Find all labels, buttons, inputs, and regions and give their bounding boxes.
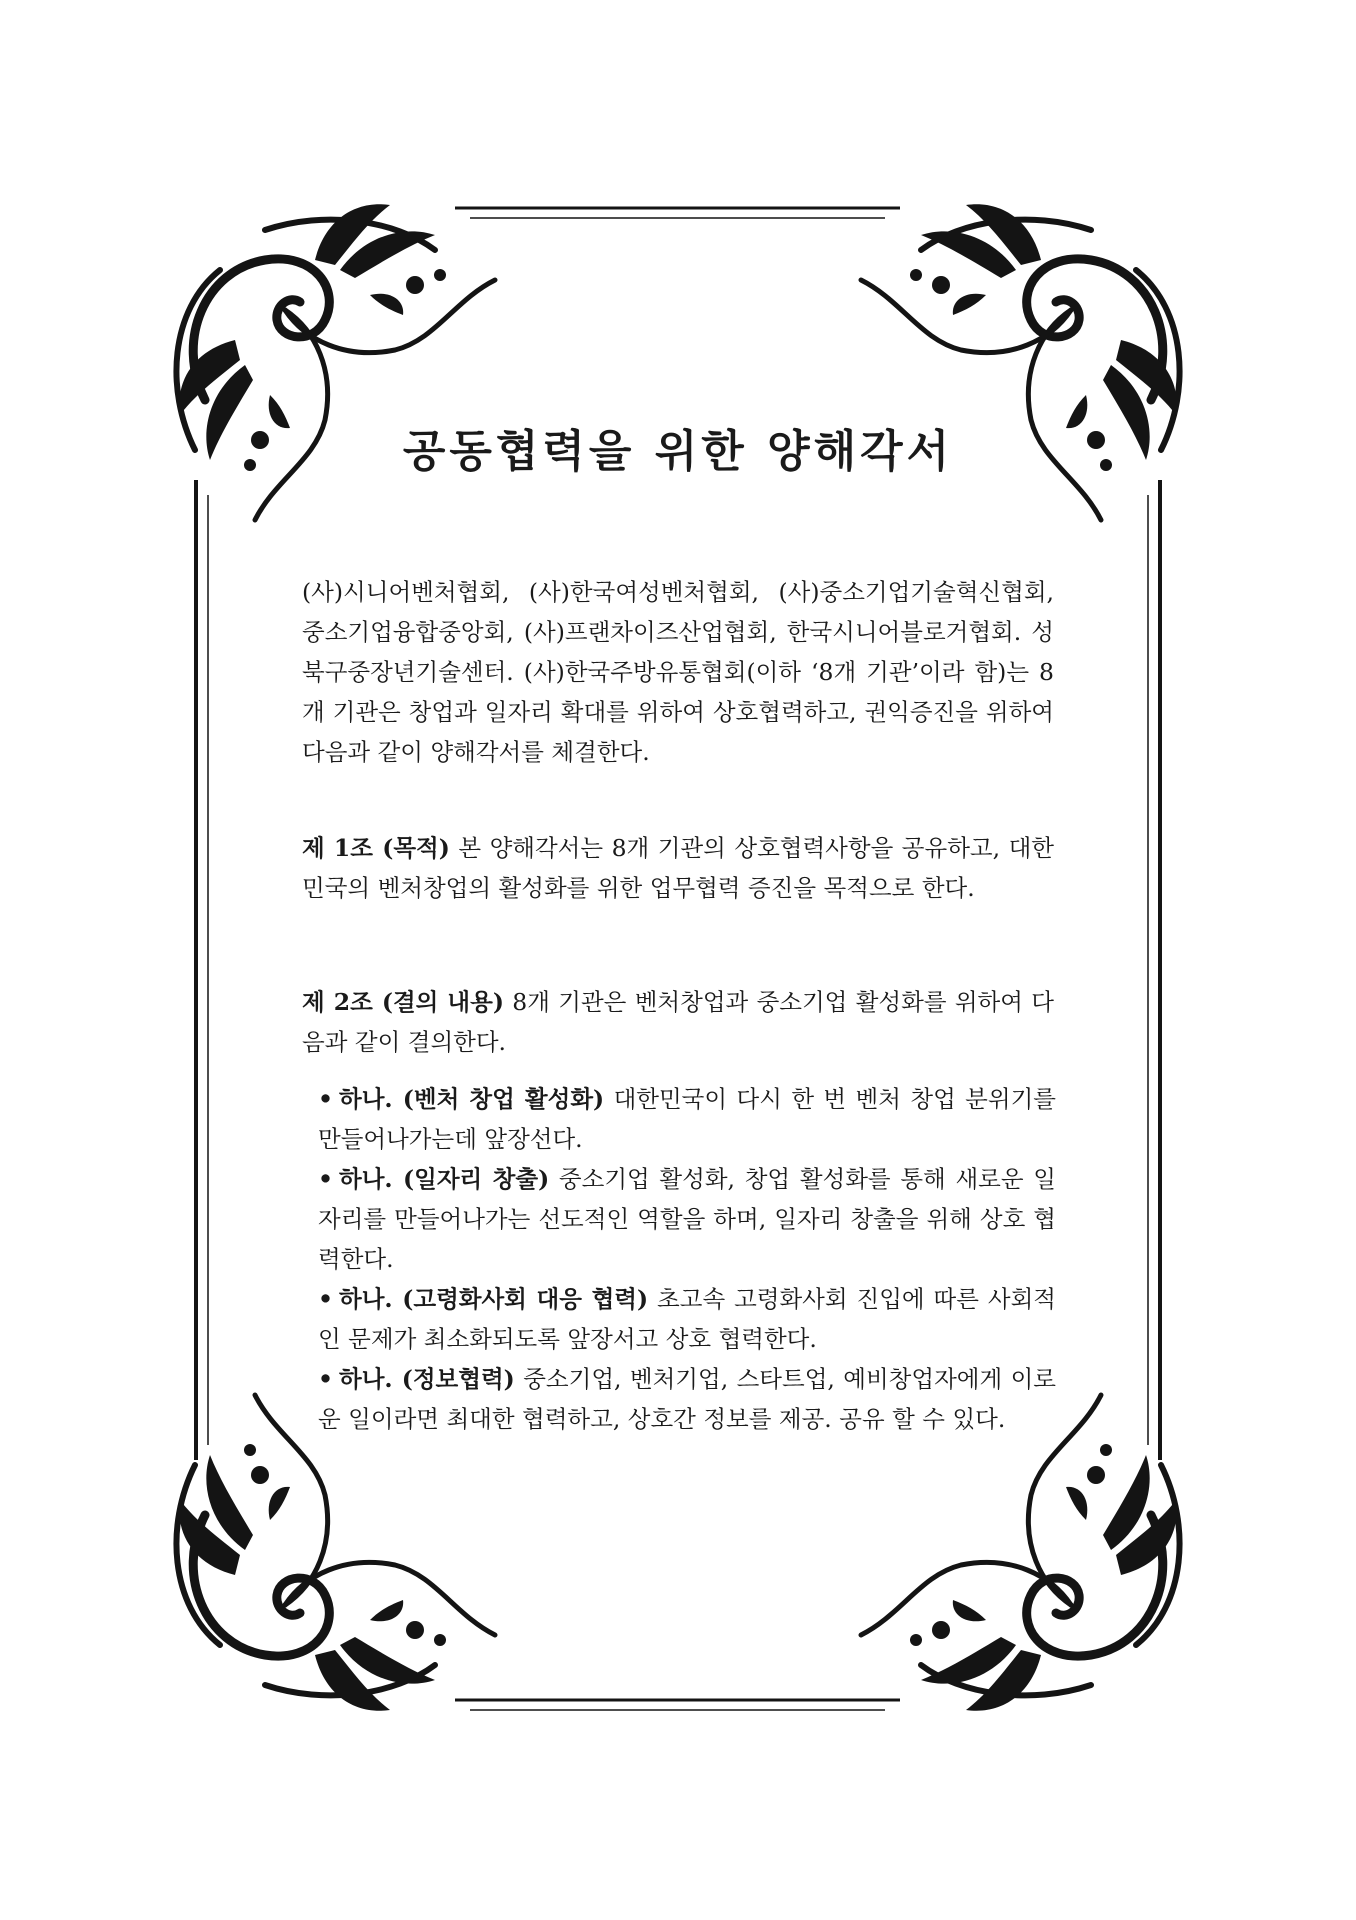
bottom-left-corner-ornament bbox=[176, 1395, 495, 1711]
resolutions-list bbox=[318, 1079, 1056, 1439]
bottom-right-corner-ornament bbox=[861, 1395, 1180, 1711]
document-title: 공동협력을 위한 양해각서 bbox=[402, 426, 954, 477]
resolution-text: 대한민국이 다시 한 번 벤처 창업 분위기를 만들어나가는데 앞장선다. bbox=[318, 1085, 1056, 1153]
list-item bbox=[318, 1279, 1056, 1359]
article-1-text: 본 양해각서는 8개 기관의 상호협력사항을 공유하고, 대한민국의 벤처창업의 활성화를 위한 업무협력 증진을 목적으로 한다. bbox=[302, 834, 1054, 902]
article-1-heading: 제 1조 (목적) bbox=[302, 834, 450, 862]
bullet: • bbox=[318, 1085, 334, 1113]
resolution-heading: 하나. (벤처 창업 활성화) bbox=[339, 1085, 605, 1113]
bullet: • bbox=[318, 1365, 334, 1393]
bullet: • bbox=[318, 1285, 334, 1313]
resolution-heading: 하나. (고령화사회 대응 협력) bbox=[339, 1285, 649, 1313]
bullet: • bbox=[318, 1165, 334, 1193]
list-item bbox=[318, 1359, 1056, 1439]
resolution-text: 초고속 고령화사회 진입에 따른 사회적인 문제가 최소화되도록 앞장서고 상호 협력한다. bbox=[318, 1285, 1056, 1353]
article-2 bbox=[302, 982, 1054, 1062]
resolution-heading: 하나. (정보협력) bbox=[339, 1365, 515, 1393]
list-item bbox=[318, 1159, 1056, 1279]
resolution-heading: 하나. (일자리 창출) bbox=[339, 1165, 550, 1193]
resolution-text: 중소기업, 벤처기업, 스타트업, 예비창업자에게 이로운 일이라면 최대한 협력하고, 상호간 정보를 제공. 공유 할 수 있다. bbox=[318, 1365, 1057, 1433]
list-item bbox=[318, 1079, 1056, 1159]
intro-paragraph: (사)시니어벤처협회, (사)한국여성벤처협회, (사)중소기업기술혁신협회, 중소기업융합중앙회, (사)프랜차이즈산업협회, 한국시니어블로거협회. 성북구중장년기술센터. (사)한국주방유통협회(이하 ‘8개 기관’이라 함)는 8개 기관은 창업과 일자리 확대를 위하여 상호협력하고, 권익증진을 위하여 다음과 같이 양해각서를 체결한다. bbox=[302, 578, 1054, 766]
article-1 bbox=[302, 828, 1054, 908]
resolution-text: 중소기업 활성화, 창업 활성화를 통해 새로운 일자리를 만들어나가는 선도적인 역할을 하며, 일자리 창출을 위해 상호 협력한다. bbox=[318, 1165, 1056, 1273]
article-2-heading: 제 2조 (결의 내용) bbox=[302, 988, 504, 1016]
article-2-text: 8개 기관은 벤처창업과 중소기업 활성화를 위하여 다음과 같이 결의한다. bbox=[302, 988, 1054, 1056]
